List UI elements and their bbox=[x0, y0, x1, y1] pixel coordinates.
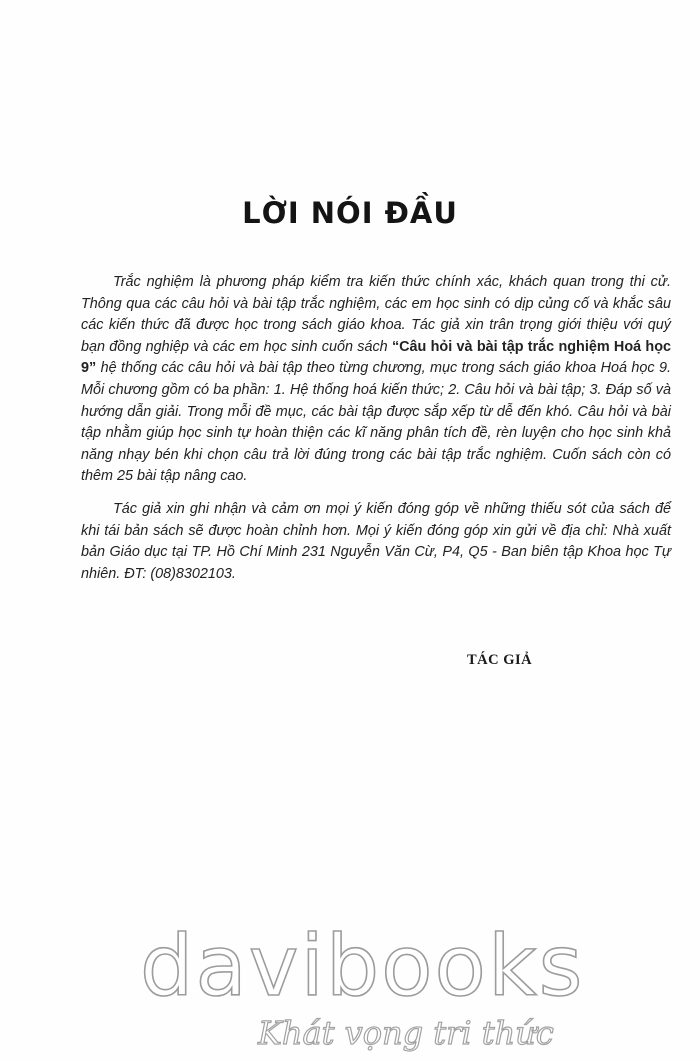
book-title-bold: “Câu hỏi và bài tập trắc nghiệm Hoá học 9” bbox=[81, 338, 671, 377]
paragraph-2-text: Tác giả xin ghi nhận và cảm ơn mọi ý kiến đóng góp về những thiếu sót của sách để khi tái bản sách sẽ được hoàn chỉnh hơn. Mọi ý kiến đóng góp xin gửi về địa chỉ: Nhà xuất bản Giáo dục tại TP. Hồ Chí Minh 231 Nguyễn Văn Cừ, P4, Q5 - Ban biên tập Khoa học Tự nhiên. ĐT: (08)8302103. bbox=[81, 500, 671, 582]
page-title: LỜI NÓI ĐẦU bbox=[242, 196, 458, 230]
watermark-slogan: Khát vọng tri thức bbox=[258, 1014, 554, 1052]
preface-body bbox=[81, 272, 671, 585]
author-signature: TÁC GIẢ bbox=[467, 652, 533, 668]
preface-paragraph-1 bbox=[81, 272, 671, 488]
paragraph-1-text-before: Trắc nghiệm là phương pháp kiểm tra kiến thức chính xác, khách quan trong thi cử. Thông qua các câu hỏi và bài tập trắc nghiệm, các em học sinh có dịp củng cố và khắc sâu các kiến thức đã được học trong sách giáo khoa. Tác giả xin trân trọng giới thiệu với quý bạn đồng nghiệp và các em học sinh cuốn sách bbox=[81, 274, 671, 355]
preface-paragraph-2 bbox=[81, 499, 671, 585]
paragraph-1-text-after: hệ thống các câu hỏi và bài tập theo từng chương, mục trong sách giáo khoa Hoá học 9. Mỗi chương gồm có ba phần: 1. Hệ thống hoá kiến thức; 2. Câu hỏi và bài tập; 3. Đáp số và hướng dẫn giải. Trong mỗi đề mục, các bài tập được sắp xếp từ dễ đến khó. Câu hỏi và bài tập nhằm giúp học sinh tự hoàn thiện các kĩ năng phân tích đề, rèn luyện cho học sinh khả năng nhạy bén khi chọn câu trả lời đúng trong các bài tập trắc nghiệm. Cuốn sách còn có thêm 25 bài tập nâng cao. bbox=[81, 360, 671, 485]
watermark bbox=[0, 918, 700, 1061]
watermark-brand-logo: davibooks bbox=[140, 917, 585, 1015]
